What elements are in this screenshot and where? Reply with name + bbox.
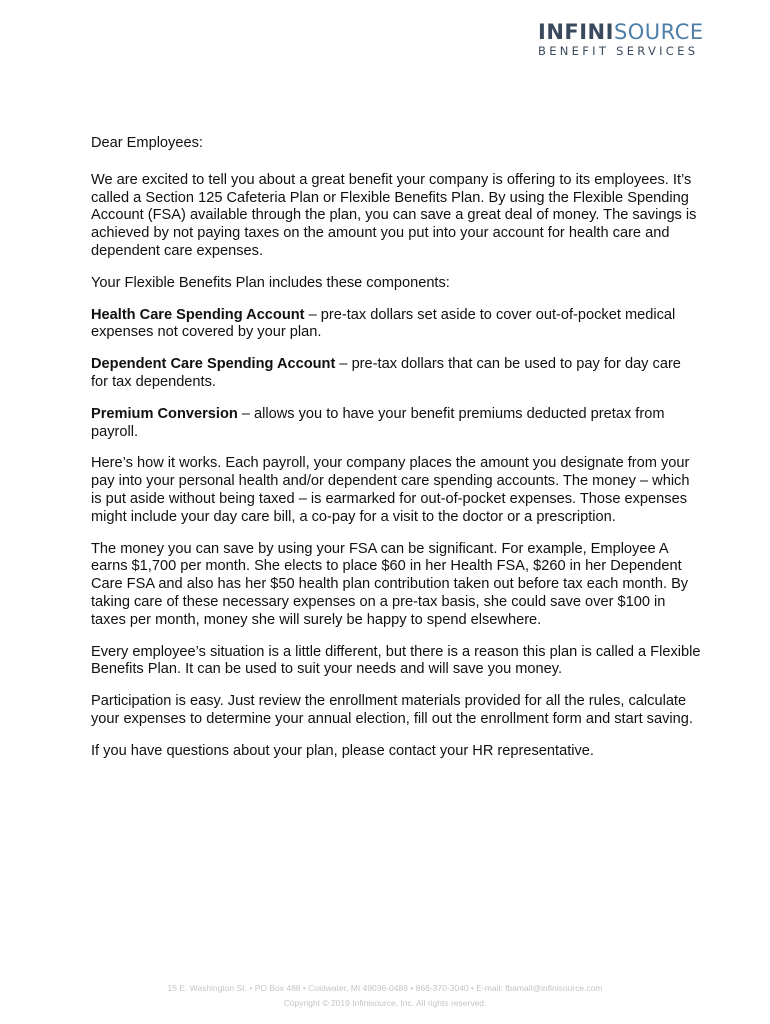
logo-tagline: BENEFIT SERVICES bbox=[538, 44, 699, 58]
footer-copyright: Copyright © 2019 Infinisource, Inc. All rights reserved. bbox=[283, 998, 487, 1008]
component-name: Premium Conversion bbox=[91, 405, 238, 422]
company-logo bbox=[538, 20, 718, 58]
how-it-works-paragraph: Here’s how it works. Each payroll, your company places the amount you designate from your pay into your personal health and/or dependent care spending accounts. The money – which is put aside without being taxed – is earmarked for out-of-pocket expenses. Those expenses might include your day care bill, a co-pay for a visit to the doctor or a prescription. bbox=[91, 455, 690, 525]
component-dependent-care bbox=[91, 356, 701, 392]
component-desc: – pre-tax dollars that can be used to pay for day care for tax dependents. bbox=[91, 356, 681, 390]
components-intro: Your Flexible Benefits Plan includes these components: bbox=[91, 274, 450, 291]
component-desc: – pre-tax dollars set aside to cover out-of-pocket medical expenses not covered by your plan. bbox=[91, 306, 676, 341]
logo-wordmark: INFINISOURCE bbox=[538, 20, 704, 44]
component-desc: – allows you to have your benefit premiums deducted pretax from payroll. bbox=[91, 405, 665, 440]
component-health-care bbox=[91, 307, 701, 343]
intro-paragraph: We are excited to tell you about a great benefit your company is offering to its employees. It’s called a Section 125 Cafeteria Plan or Flexible Benefits Plan. By using the Flexible Spending Account (FSA) available through the plan, you can save a great deal of money. The savings is achieved by not paying taxes on the amount you put into your account for health care and dependent care expenses. bbox=[91, 171, 697, 259]
component-premium-conversion bbox=[91, 406, 701, 442]
component-name: Dependent Care Spending Account bbox=[91, 356, 336, 373]
questions-paragraph: If you have questions about your plan, please contact your HR representative. bbox=[91, 742, 594, 759]
example-paragraph: The money you can save by using your FSA can be significant. For example, Employee A earns $1,700 per month. She elects to place $60 in her Health FSA, $260 in her Dependent Care FSA and also has her $50 health plan contribution taken out before tax each month. By taking care of these necessary expenses on a pre-tax basis, she could save over $100 in taxes per month, money she will surely be happy to spend elsewhere. bbox=[91, 540, 689, 628]
component-name: Health Care Spending Account bbox=[91, 306, 305, 323]
flexible-paragraph: Every employee’s situation is a little different, but there is a reason this plan is called a Flexible Benefits Plan. It can be used to suit your needs and will save you money. bbox=[91, 643, 701, 678]
letter-body bbox=[91, 135, 701, 775]
greeting: Dear Employees: bbox=[91, 135, 203, 151]
participation-paragraph: Participation is easy. Just review the enrollment materials provided for all the rules, calculate your expenses to determine your annual election, fill out the enrollment form and start saving. bbox=[91, 693, 693, 727]
page-footer bbox=[0, 981, 770, 1011]
footer-address: 15 E. Washington St. • PO Box 488 • Coldwater, MI 49036-0488 • 866-370-3040 • E-mail: fbamail@infinisource.com bbox=[167, 983, 603, 993]
